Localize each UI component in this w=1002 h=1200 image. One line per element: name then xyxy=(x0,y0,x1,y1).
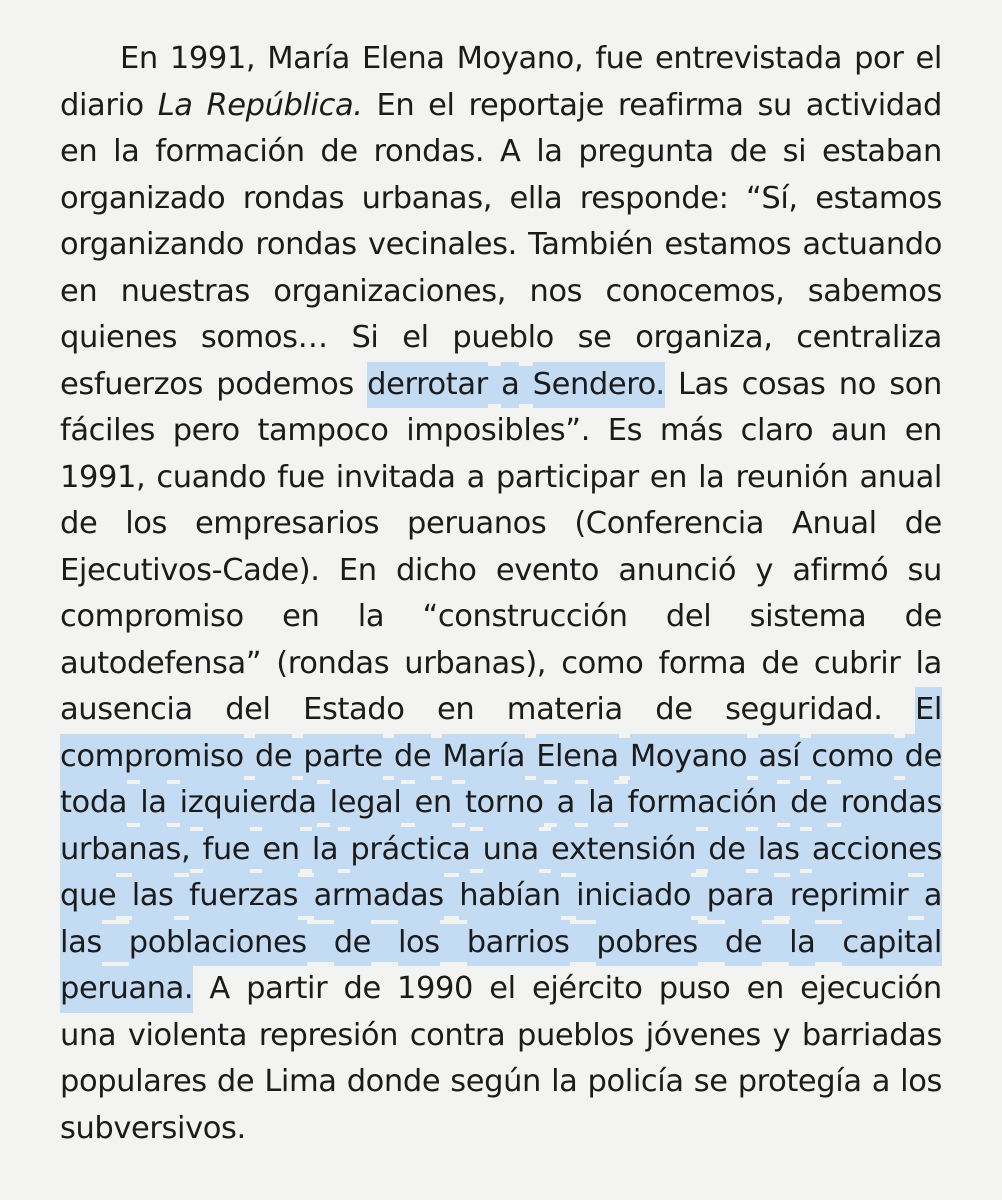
word: pueblo xyxy=(452,320,554,355)
word: En xyxy=(376,87,415,123)
highlighted-word: poblaciones xyxy=(129,920,307,967)
word: Las xyxy=(677,366,729,402)
word: actuando xyxy=(802,227,942,262)
text-line xyxy=(60,827,942,874)
word: se xyxy=(577,320,612,355)
word: el xyxy=(402,320,429,355)
word: conocemos, xyxy=(605,273,785,309)
highlighted-word: derrotar xyxy=(367,362,488,409)
word: invitada xyxy=(335,459,456,495)
highlighted-word: una xyxy=(483,827,539,874)
word: contra xyxy=(409,1017,506,1053)
text-line xyxy=(60,548,942,595)
highlighted-word: en xyxy=(415,780,452,827)
word: fáciles xyxy=(60,413,155,448)
word: esfuerzos xyxy=(60,366,203,402)
word: la xyxy=(698,459,725,495)
word: rondas. xyxy=(373,134,485,169)
highlighted-word: como xyxy=(811,734,893,781)
highlighted-word: las xyxy=(758,827,800,874)
highlighted-word: a xyxy=(557,780,575,827)
word: ella xyxy=(509,180,563,216)
highlighted-word: formación xyxy=(628,780,777,827)
word: su xyxy=(907,552,942,588)
word: A xyxy=(209,971,230,1006)
word: del xyxy=(225,692,271,727)
word: la xyxy=(551,1064,578,1099)
word: reunión xyxy=(735,459,849,495)
word: anual xyxy=(859,459,942,495)
word: según xyxy=(450,1064,541,1099)
highlighted-word: barrios xyxy=(467,920,570,967)
highlighted-word: la xyxy=(588,780,614,827)
word: una xyxy=(60,1017,117,1053)
word: imposibles”. xyxy=(406,413,590,448)
word: reportaje xyxy=(468,87,604,123)
word: puso xyxy=(658,971,731,1006)
word: donde xyxy=(346,1064,441,1099)
word: vecinales. xyxy=(367,227,517,262)
word: estamos xyxy=(664,227,792,262)
word: fue xyxy=(277,459,325,495)
paragraph xyxy=(60,36,942,1152)
word: reafirma xyxy=(617,87,744,123)
word: seguridad. xyxy=(725,692,883,727)
word: estaban xyxy=(822,134,942,169)
word: “construcción xyxy=(422,599,628,634)
word: por xyxy=(854,41,904,76)
word: del xyxy=(665,599,712,634)
word: Ejecutivos-Cade). xyxy=(60,552,320,588)
word: participar xyxy=(495,459,639,495)
highlighted-word: de xyxy=(255,734,292,781)
word: centraliza xyxy=(796,320,942,355)
word: somos… xyxy=(200,320,328,355)
highlighted-word: de xyxy=(725,920,762,967)
word: de xyxy=(904,599,942,634)
highlighted-word: la xyxy=(312,827,338,874)
text-line xyxy=(60,594,942,641)
highlighted-word: Sendero. xyxy=(533,362,665,409)
word: policía xyxy=(587,1064,684,1099)
highlighted-word: urbanas, xyxy=(60,827,190,874)
text-line xyxy=(60,920,942,967)
text-line xyxy=(60,1106,942,1153)
word: populares xyxy=(60,1064,207,1099)
text-line xyxy=(60,36,942,83)
text-line xyxy=(60,734,942,781)
word: 1991, xyxy=(169,41,256,76)
word: anunció xyxy=(618,552,737,588)
word: También xyxy=(528,227,654,262)
highlighted-word: de xyxy=(334,920,371,967)
text-line xyxy=(60,687,942,734)
word: en xyxy=(649,459,688,495)
word: claro xyxy=(740,413,814,448)
word: María xyxy=(267,41,350,76)
word: si xyxy=(782,134,807,169)
highlighted-word: torno xyxy=(465,780,544,827)
highlighted-word: compromiso xyxy=(60,734,244,781)
word: ejército xyxy=(531,971,643,1006)
word: cosas xyxy=(741,366,826,402)
word: compromiso xyxy=(60,599,244,634)
word: A xyxy=(499,134,521,169)
word: urbanas, xyxy=(361,180,492,216)
word: 1990 xyxy=(397,971,474,1006)
word: actividad xyxy=(805,87,942,123)
text-line xyxy=(60,362,942,409)
word: nos xyxy=(529,273,583,309)
word: son xyxy=(889,366,942,402)
highlighted-word: de xyxy=(905,734,942,781)
highlighted-word: parte xyxy=(303,734,382,781)
word: peruanos xyxy=(407,506,547,541)
highlighted-word: María xyxy=(442,734,525,781)
word: (Conferencia xyxy=(574,506,765,541)
highlighted-word: fuerzas xyxy=(189,873,298,920)
word: formación xyxy=(155,134,305,169)
text-line xyxy=(60,873,942,920)
word: República. xyxy=(206,87,363,123)
highlighted-word: Elena xyxy=(536,734,619,781)
word: rondas xyxy=(242,180,345,216)
highlighted-word: Moyano xyxy=(630,734,747,781)
word: Es xyxy=(607,413,643,448)
word: “Sí, xyxy=(745,180,798,216)
word: de xyxy=(655,692,693,727)
highlighted-word: las xyxy=(132,873,174,920)
text-line xyxy=(60,966,942,1013)
word: Estado xyxy=(303,692,405,727)
word: de xyxy=(761,645,799,681)
word: Elena xyxy=(362,41,445,76)
word: protegía xyxy=(737,1064,862,1099)
highlighted-word: para xyxy=(707,873,775,920)
word: en xyxy=(60,273,98,309)
word: represión xyxy=(258,1017,399,1053)
word: Si xyxy=(351,320,379,355)
word: rondas xyxy=(255,227,357,262)
word: subversivos. xyxy=(60,1110,246,1146)
highlighted-word: así xyxy=(758,734,800,781)
word: a xyxy=(466,459,485,495)
highlighted-word: en xyxy=(262,827,299,874)
word: no xyxy=(838,366,876,402)
text-line xyxy=(60,1059,942,1106)
word: organizaciones, xyxy=(273,273,507,309)
text-line xyxy=(60,1013,942,1060)
word: sabemos xyxy=(807,273,942,309)
word: afirmó xyxy=(792,552,889,588)
text-line xyxy=(60,780,942,827)
highlighted-word: las xyxy=(60,920,102,967)
word: de xyxy=(320,134,358,169)
word: pero xyxy=(172,413,240,448)
highlighted-word: de xyxy=(394,734,431,781)
word: evento xyxy=(495,552,600,588)
highlighted-word: peruana. xyxy=(60,966,193,1013)
highlighted-word: a xyxy=(501,362,519,409)
word: materia xyxy=(506,692,623,727)
text-line xyxy=(60,269,942,316)
word: más xyxy=(659,413,723,448)
word: ausencia xyxy=(60,692,193,727)
word: violenta xyxy=(127,1017,248,1053)
highlighted-word: fue xyxy=(203,827,251,874)
word: ejecución xyxy=(800,971,942,1006)
word: Lima xyxy=(264,1064,337,1099)
word: La xyxy=(157,87,193,123)
highlighted-word: pobres xyxy=(596,920,698,967)
word: en xyxy=(282,599,320,634)
word: urbanas), xyxy=(404,645,547,681)
word: y xyxy=(755,552,774,588)
text-line xyxy=(60,222,942,269)
word: Anual xyxy=(792,506,877,541)
word: organizado xyxy=(60,180,226,216)
word: cuando xyxy=(156,459,267,495)
highlighted-word: de xyxy=(790,780,827,827)
word: en xyxy=(904,413,942,448)
word: En xyxy=(120,41,158,76)
word: a xyxy=(871,1064,891,1099)
word: En xyxy=(338,552,377,588)
highlighted-word: de xyxy=(708,827,745,874)
word: de xyxy=(216,1064,255,1099)
word: de xyxy=(60,506,98,541)
highlighted-word: El xyxy=(915,687,942,734)
highlighted-word: izquierda xyxy=(180,780,317,827)
word: de xyxy=(343,971,381,1006)
word: la xyxy=(915,645,942,681)
word: entrevistada xyxy=(655,41,843,76)
word: pregunta xyxy=(578,134,714,169)
highlighted-word: rondas xyxy=(841,780,942,827)
word: diario xyxy=(60,87,144,123)
word: pueblos xyxy=(517,1017,635,1053)
text-line xyxy=(60,129,942,176)
word: autodefensa” xyxy=(60,645,262,681)
highlighted-word: legal xyxy=(330,780,402,827)
highlighted-word: extensión xyxy=(551,827,696,874)
word: la xyxy=(536,134,563,169)
text-line xyxy=(60,641,942,688)
highlighted-word: habían xyxy=(459,873,560,920)
highlighted-word: acciones xyxy=(812,827,942,874)
word: el xyxy=(915,41,942,76)
word: podemos xyxy=(216,366,354,402)
word: se xyxy=(693,1064,728,1099)
word: jóvenes xyxy=(645,1017,761,1053)
word: en xyxy=(437,692,475,727)
text-line xyxy=(60,176,942,223)
word: de xyxy=(904,506,942,541)
word: en xyxy=(746,971,784,1006)
word: (rondas xyxy=(276,645,390,681)
word: forma xyxy=(658,645,747,681)
highlighted-word: reprimir xyxy=(790,873,909,920)
text-line xyxy=(60,408,942,455)
word: y xyxy=(772,1017,791,1053)
word: organizando xyxy=(60,227,245,262)
highlighted-word: práctica xyxy=(350,827,470,874)
word: estamos xyxy=(815,180,942,216)
text-line xyxy=(60,83,942,130)
word: Moyano, xyxy=(456,41,584,76)
word: como xyxy=(561,645,644,681)
word: la xyxy=(357,599,385,634)
text-line xyxy=(60,455,942,502)
highlighted-word: capital xyxy=(842,920,942,967)
word: su xyxy=(757,87,792,123)
word: quienes xyxy=(60,320,178,355)
text-line xyxy=(60,501,942,548)
text-line xyxy=(60,315,942,362)
highlighted-word: la xyxy=(789,920,815,967)
highlighted-word: a xyxy=(924,873,942,920)
word: 1991, xyxy=(60,459,146,495)
highlighted-word: armadas xyxy=(314,873,444,920)
word: cubrir xyxy=(813,645,901,681)
word: fue xyxy=(595,41,643,76)
word: barriadas xyxy=(801,1017,942,1053)
highlighted-word: que xyxy=(60,873,116,920)
word: organiza, xyxy=(635,320,773,355)
word: responde: xyxy=(579,180,729,216)
word: empresarios xyxy=(194,506,380,541)
word: tampoco xyxy=(257,413,389,448)
highlighted-word: los xyxy=(398,920,440,967)
word: nuestras xyxy=(120,273,250,309)
word: los xyxy=(900,1064,942,1099)
word: de xyxy=(729,134,767,169)
word: aun xyxy=(830,413,887,448)
word: los xyxy=(125,506,168,541)
word: la xyxy=(113,134,140,169)
word: sistema xyxy=(749,599,867,634)
word: en xyxy=(60,134,98,169)
word: el xyxy=(489,971,516,1006)
highlighted-word: iniciado xyxy=(576,873,691,920)
word: partir xyxy=(246,971,328,1006)
highlighted-word: la xyxy=(140,780,166,827)
highlighted-word: toda xyxy=(60,780,127,827)
word: dicho xyxy=(395,552,477,588)
word: el xyxy=(428,87,455,123)
